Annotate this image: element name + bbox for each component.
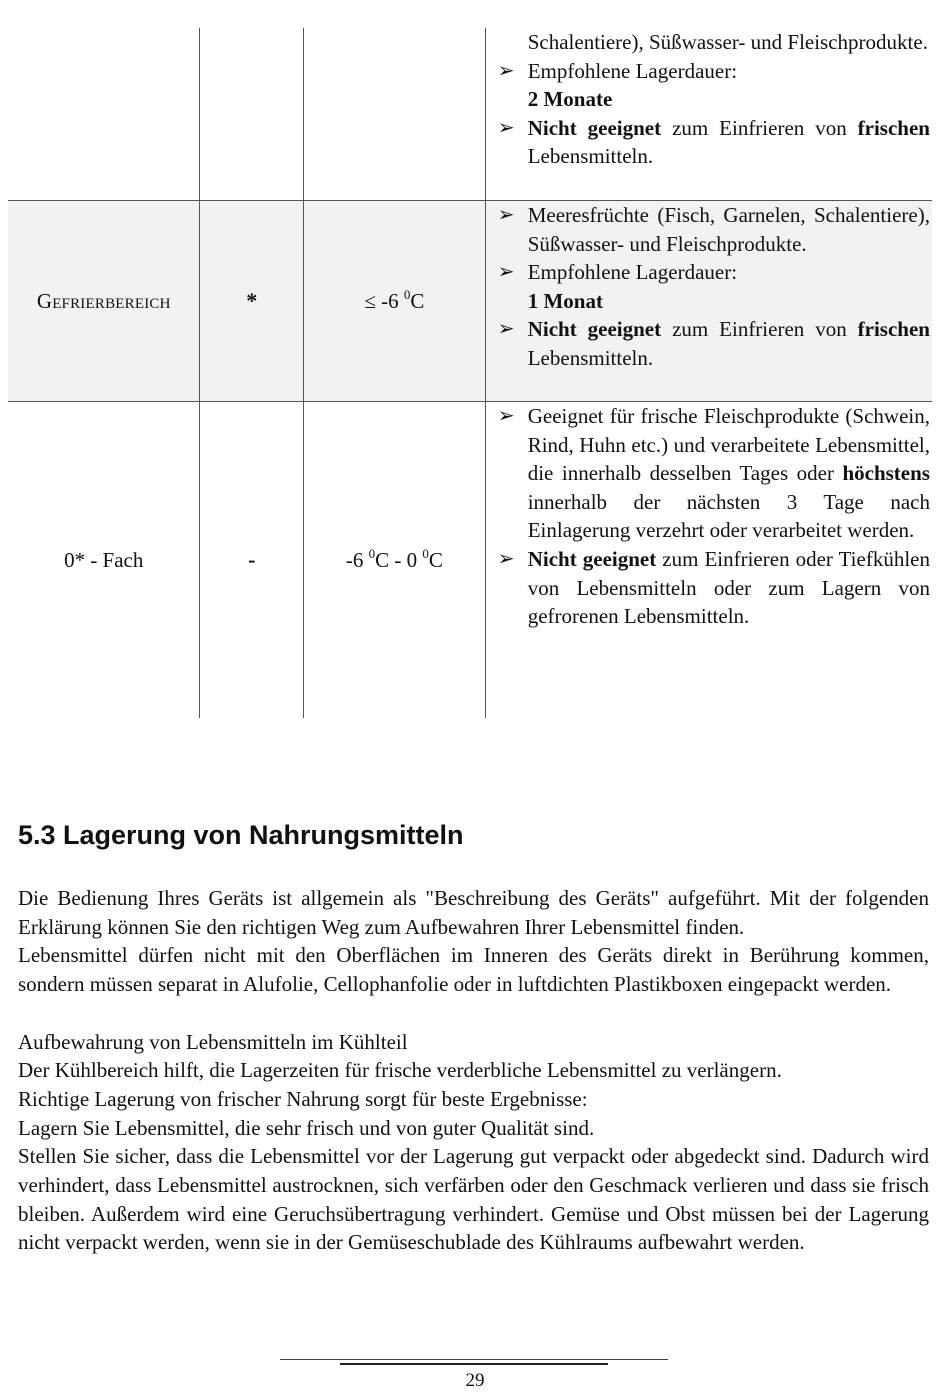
- list-item: ➢ Nicht geeignet zum Einfrieren von frischen Lebensmitteln.: [497, 317, 930, 370]
- paragraph: Lagern Sie Lebensmittel, die sehr frisch und von guter Qualität sind.: [18, 1115, 595, 1140]
- paragraph: Stellen Sie sicher, dass die Lebensmittel vor der Lagerung gut verpackt oder abgedeckt sind. Dadurch wird verhindert, dass Lebensmittel austrocknen, sich verfärben oder den Geschmack verlieren und dass sie frisch bleiben. Außerdem wird eine Geruchsübertragung verhindert. Gemüse und Obst müssen bei der Lagerung nicht verpackt werden, wenn sie in der Gemüseschublade des Kühlraums aufbewahrt werden.: [18, 1144, 929, 1255]
- footer-rule: [280, 1359, 668, 1365]
- temperature-cell: [304, 201, 486, 401]
- section-body: [18, 884, 929, 1257]
- table-row-zero-star: [8, 402, 932, 718]
- list-item: ➢ Nicht geeignet zum Einfrieren von frischen Lebensmitteln.: [497, 115, 930, 169]
- section-heading: 5.3 Lagerung von Nahrungsmitteln: [18, 820, 464, 850]
- star-rating: -: [248, 547, 256, 572]
- paragraph: Richtige Lagerung von frischer Nahrung sorgt für beste Ergebnisse:: [18, 1086, 588, 1111]
- zone-cell: [8, 402, 200, 718]
- list-item: ➢ Meeresfrüchte (Fisch, Garnelen, Schalentiere), Süßwasser- und Fleischprodukte.: [497, 203, 930, 256]
- list-item: ➢ Empfohlene Lagerdauer: 2 Monate: [497, 58, 738, 112]
- temperature-value: ≤ -6 $^0$C: [364, 286, 425, 313]
- temperature-cell: [304, 402, 486, 718]
- paragraph: Der Kühlbereich hilft, die Lagerzeiten für frische verderbliche Lebensmittel zu verlängern.: [18, 1058, 782, 1083]
- stars-cell: [200, 402, 304, 718]
- description-cell: [486, 201, 932, 401]
- arrow-bullet-icon: ➢: [497, 204, 515, 226]
- subheading: Aufbewahrung von Lebensmitteln im Kühlteil: [18, 1029, 408, 1054]
- description-cell: [486, 28, 932, 200]
- temperature-cell: [304, 28, 486, 200]
- continued-text: Schalentiere), Süßwasser- und Fleischprodukte.: [527, 30, 928, 54]
- arrow-bullet-icon: ➢: [497, 116, 515, 139]
- paragraph: Die Bedienung Ihres Geräts ist allgemein als "Beschreibung des Geräts" aufgeführt. Mit der folgenden Erklärung können Sie den richtigen Weg zum Aufbewahren Ihrer Lebensmittel finden.: [18, 886, 929, 939]
- arrow-bullet-icon: ➢: [497, 59, 515, 82]
- zone-cell: [8, 201, 200, 401]
- stars-cell: [200, 201, 304, 401]
- page-number: 29: [465, 1370, 485, 1391]
- arrow-bullet-icon: ➢: [497, 405, 515, 427]
- description-cell: [486, 402, 932, 718]
- zone-cell: [8, 28, 200, 200]
- arrow-bullet-icon: ➢: [497, 547, 515, 570]
- list-item: ➢ Nicht geeignet zum Einfrieren oder Tiefkühlen von Lebensmitteln oder zum Lagern von gefrorenen Lebensmitteln.: [497, 546, 930, 629]
- table-row-continued: [8, 28, 932, 200]
- arrow-bullet-icon: ➢: [497, 318, 515, 341]
- star-rating: *: [246, 288, 258, 313]
- list-item: ➢ Empfohlene Lagerdauer: 1 Monat: [497, 260, 738, 313]
- temperature-value: -6 $^0$C - 0 $^0$C: [345, 545, 443, 572]
- zone-label: 0* - Fach: [64, 547, 144, 572]
- zone-label: Gefrierbereich: [36, 288, 171, 313]
- paragraph: Lebensmittel dürfen nicht mit den Oberflächen im Inneren des Geräts direkt in Berührung kommen, sondern müssen separat in Alufolie, Cellophanfolie oder in luftdichten Plastikboxen eingepackt werden.: [18, 943, 929, 997]
- storage-table: [8, 28, 932, 718]
- arrow-bullet-icon: ➢: [497, 261, 515, 284]
- stars-cell: [200, 28, 304, 200]
- table-row-freezer: [8, 200, 932, 402]
- list-item: ➢ Geeignet für frische Fleischprodukte (Schwein, Rind, Huhn etc.) und verarbeitete Lebensmittel, die innerhalb desselben Tages oder höchstens innerhalb der nächsten 3 Tage nach Einlagerung verzehrt oder verarbeitet werden.: [497, 404, 930, 543]
